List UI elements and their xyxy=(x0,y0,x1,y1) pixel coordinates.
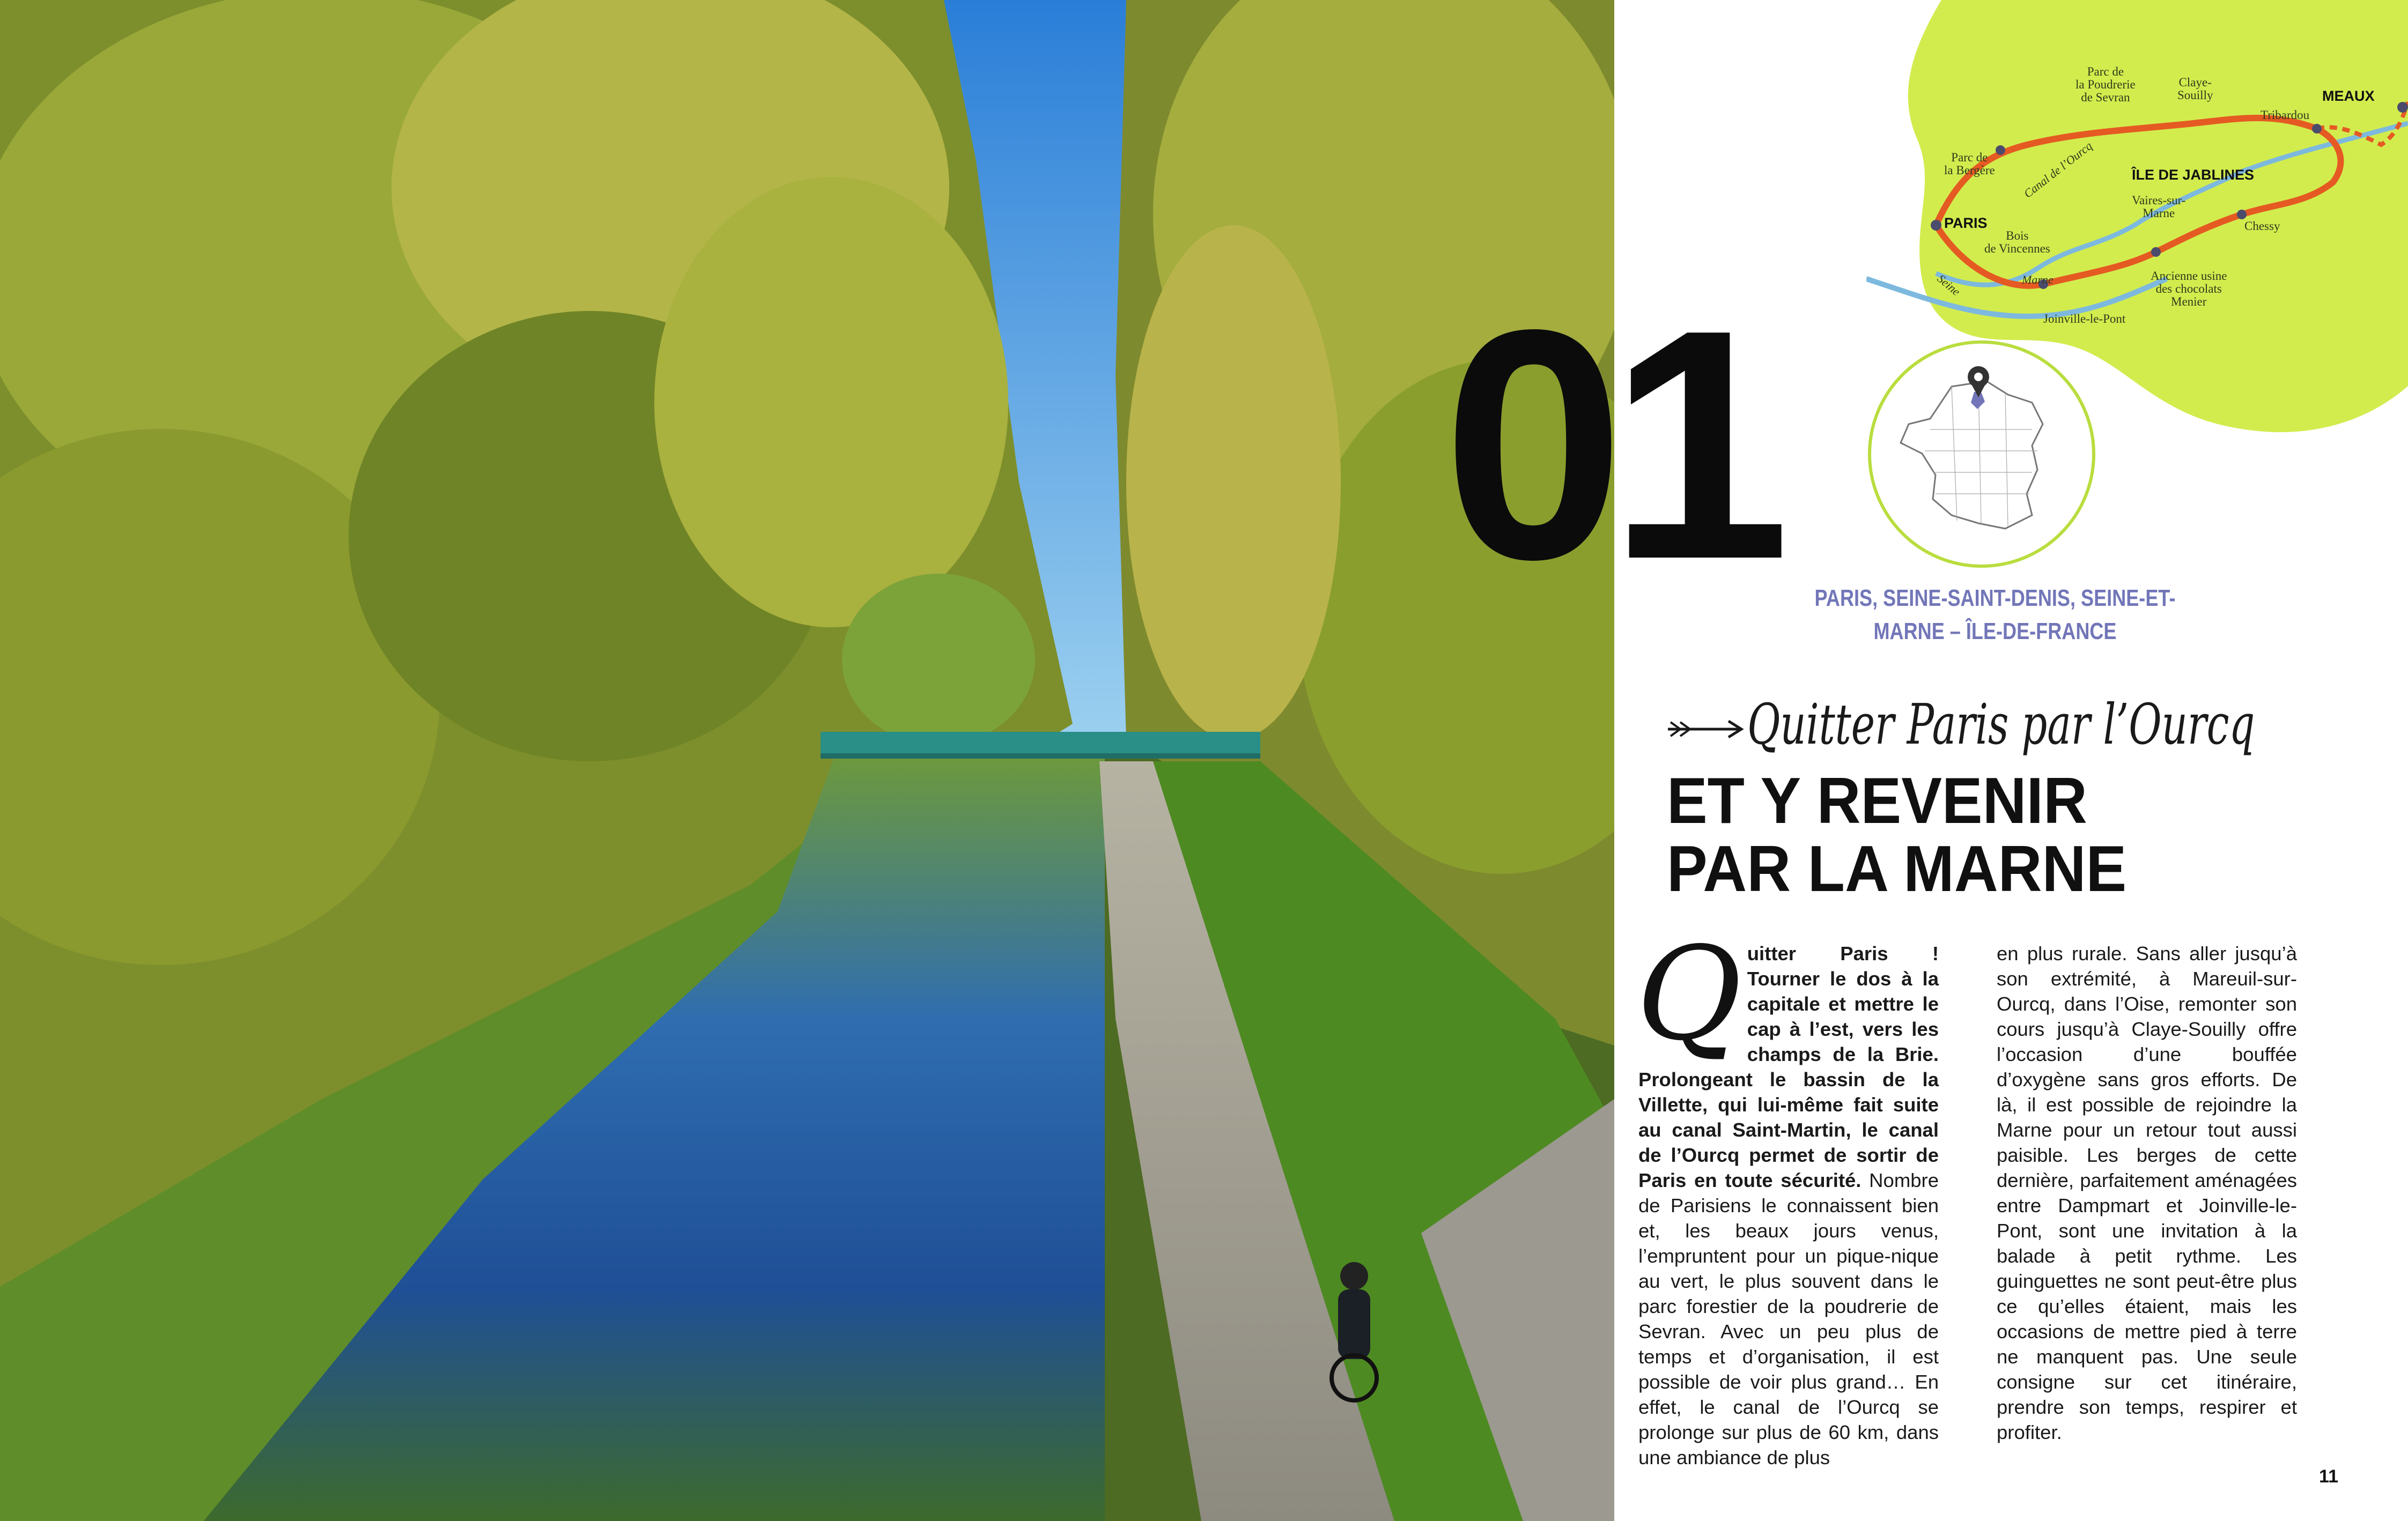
marker-bergere xyxy=(1996,145,2005,155)
map-label-menier: Ancienne usine des chocolats Menier xyxy=(2151,269,2227,309)
drop-cap: Q xyxy=(1636,919,1742,1069)
body-text-1: Nombre de Parisiens le connaissent bien et, les beaux jours venus, l’empruntent pour un pique-nique au vert, le plus souvent dans le parc forestier de la poudrerie de Sevran. Avec un peu plus de temps et d’organisation, il est possible de voir plus grand… En effet, le canal de l’Ourcq se prolonge sur plus de 60 km, dans une ambiance de plus xyxy=(1638,1169,1939,1468)
map-label-tribardou: Tribardou xyxy=(2261,108,2310,122)
marker-meaux xyxy=(2397,102,2408,113)
map-label-claye: Claye- Souilly xyxy=(2177,76,2213,102)
chapter-number: 01 xyxy=(1443,262,1775,627)
map-label-canal: Canal de l’Ourcq xyxy=(2021,139,2095,201)
main-title-line-2: PAR LA MARNE xyxy=(1667,832,2127,905)
region-heading: PARIS, SEINE-SAINT-DENIS, SEINE-ET-MARNE – ÎLE-DE-FRANCE xyxy=(1814,585,2176,644)
map-label-seine: Seine xyxy=(1934,271,1963,299)
map-label-meaux: MEAUX xyxy=(2322,88,2375,104)
body-column-2: en plus rurale. Sans aller jusqu’à son extrémité, à Mareuil-sur-Ourcq, dans l’Oise, remonter son cours jusqu’à Claye-Souilly offre l’occasion d’une bouffée d’oxygène sans gros efforts. De là, il est possible de rejoindre la Marne pour un retour tout aussi paisible. Les berges de cette dernière, parfaitement aménagées entre Dampmart et Joinville-le-Pont, sont une invitation à la balade à petit rythme. Les guinguettes ne sont peut-être plus ce qu’elles étaient, mais les occasions de mettre pied à terre ne manquent pas. Une seule consigne sur cet itinéraire, prendre son temps, respirer et profiter. xyxy=(1997,943,2297,1443)
marker-menier xyxy=(2151,247,2161,257)
map-label-vaires: Vaires-sur- Marne xyxy=(2132,194,2186,220)
map-label-marne: Marne xyxy=(2022,273,2054,286)
map-label-joinville: Joinville-le-Pont xyxy=(2043,312,2126,325)
map-label-paris: PARIS xyxy=(1944,215,1988,231)
marker-claye xyxy=(2312,124,2322,133)
lead-paragraph: uitter Paris ! Tourner le dos à la capitale et mettre le cap à l’est, vers les champs de la Brie. Prolongeant le bassin de la Villette, qui lui-même fait suite au canal Saint-Martin, le canal de l’Ourcq permet de sortir de Paris en toute sécurité. xyxy=(1638,943,1939,1191)
map-label-bois-vincennes: Bois de Vincennes xyxy=(1984,229,2050,256)
script-title: Quitter Paris par l’Ourcq xyxy=(1747,692,2255,757)
map-label-parc-poudrerie: Parc de la Poudrerie de Sevran xyxy=(2075,65,2136,105)
marker-paris xyxy=(1931,220,1941,231)
marker-vaires xyxy=(2237,210,2247,219)
body-column-1 xyxy=(1636,919,1939,1470)
france-inset-map xyxy=(1868,340,2095,568)
main-title-line-1: ET Y REVENIR xyxy=(1667,764,2087,837)
arrow-icon xyxy=(1665,716,1746,743)
map-label-parc-bergere: Parc de la Bergère xyxy=(1944,151,1995,177)
main-title xyxy=(1667,764,2127,905)
map-label-chessy: Chessy xyxy=(2244,219,2280,233)
map-label-jablines: ÎLE DE JABLINES xyxy=(2132,167,2255,183)
page-number: 11 xyxy=(2319,1466,2338,1487)
